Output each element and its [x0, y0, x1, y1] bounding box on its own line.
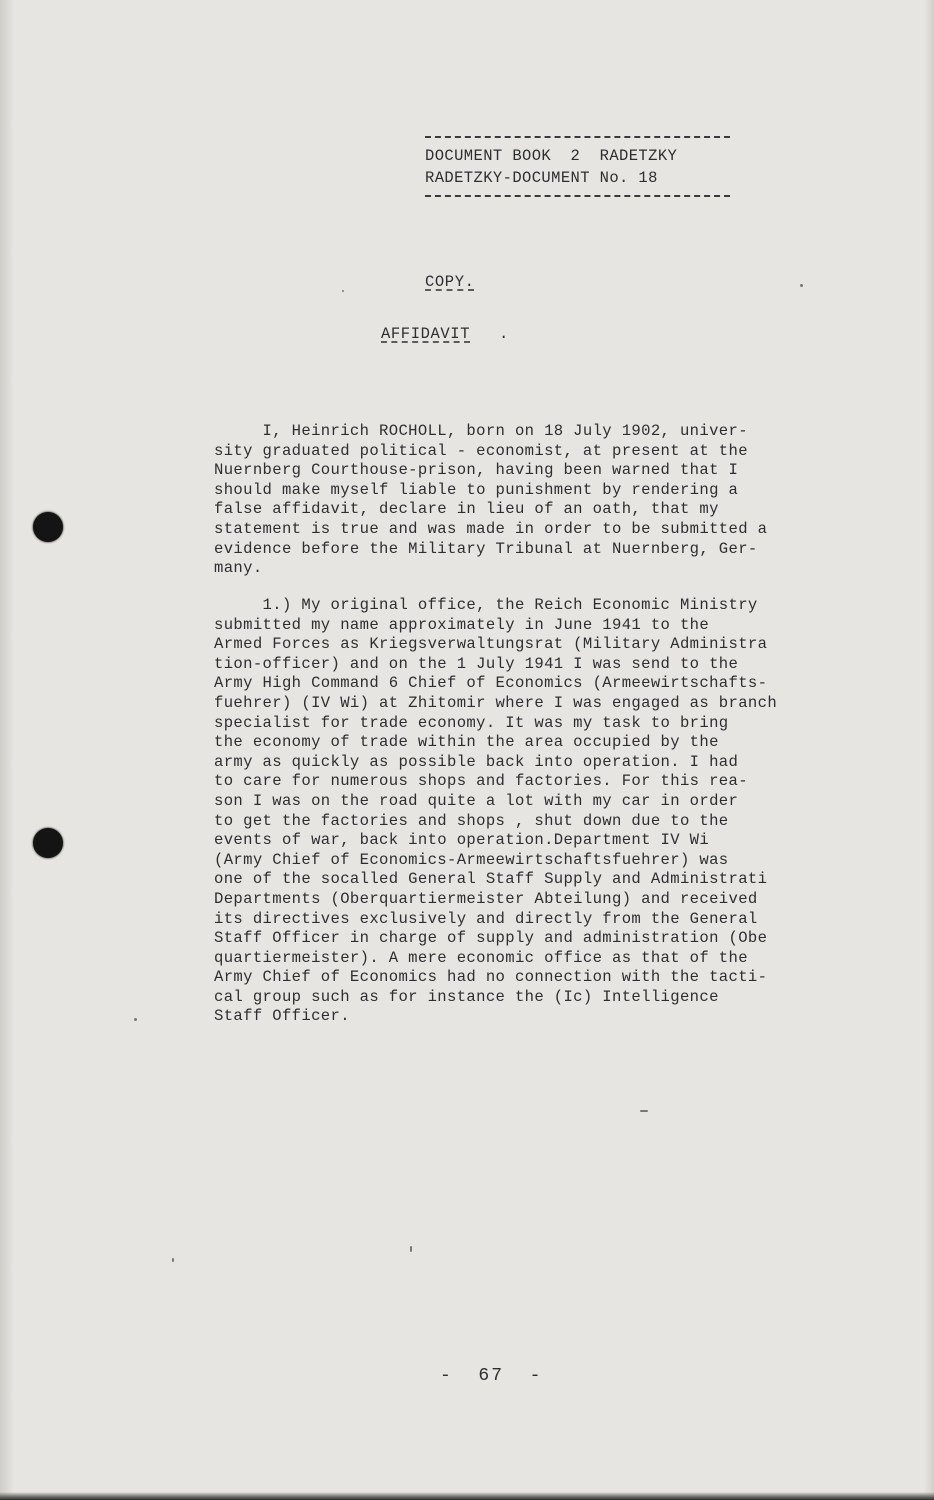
- intro-paragraph: [214, 422, 914, 579]
- paragraph-line: Armed Forces as Kriegsverwaltungsrat (Military Administra: [214, 635, 768, 654]
- punch-hole-upper: [33, 512, 63, 542]
- paragraph-line: one of the socalled General Staff Supply and Administrati: [214, 870, 768, 889]
- paragraph-line: submitted my name approximately in June 1941 to the: [214, 615, 710, 634]
- paragraph-line: sity graduated political - economist, at present at the: [214, 441, 748, 460]
- paper-speck: [134, 1018, 137, 1021]
- paragraph-line: the economy of trade within the area occupied by the: [214, 733, 719, 752]
- paragraph-line: I, Heinrich ROCHOLL, born on 18 July 1902, univer-: [214, 422, 748, 440]
- paragraph-line: to care for numerous shops and factories. For this rea-: [214, 772, 748, 791]
- paragraph-line: son I was on the road quite a lot with my car in order: [214, 791, 739, 810]
- paragraph-line: Army High Command 6 Chief of Economics (Armeewirtschafts-: [214, 674, 768, 693]
- copy-heading: COPY.: [425, 273, 475, 291]
- paragraph-line: events of war, back into operation.Department IV Wi: [214, 831, 710, 850]
- document-number-label: RADETZKY-DOCUMENT No. 18: [425, 169, 658, 187]
- paper-speck: [800, 284, 803, 287]
- document-book-label: DOCUMENT BOOK 2 RADETZKY: [425, 147, 678, 165]
- paper-speck: [640, 1110, 648, 1112]
- paragraph-line: tion-officer) and on the 1 July 1941 I was send to the: [214, 654, 739, 673]
- paragraph-line: fuehrer) (IV Wi) at Zhitomir where I was engaged as branch: [214, 693, 778, 712]
- paragraph-line: its directives exclusively and directly from the General: [214, 909, 758, 928]
- paragraph-line: Army Chief of Economics had no connection with the tacti-: [214, 968, 768, 987]
- right-edge-shadow: [924, 0, 934, 1500]
- left-edge-shadow: [0, 0, 14, 1500]
- paragraph-line: specialist for trade economy. It was my task to bring: [214, 713, 729, 732]
- paper-speck: [172, 1258, 174, 1262]
- paragraph-line: cal group such as for instance the (Ic) Intelligence: [214, 987, 719, 1006]
- bottom-edge-shadow: [0, 1492, 934, 1500]
- page-number: - 67 -: [440, 1366, 543, 1386]
- paragraph-line: many.: [214, 559, 263, 578]
- paragraph-line: Staff Officer.: [214, 1007, 350, 1026]
- paragraph-line: 1.) My original office, the Reich Economic Ministry: [214, 596, 758, 614]
- affidavit-heading-dot: .: [499, 325, 509, 343]
- paper-speck: [410, 1246, 412, 1252]
- paragraph-line: to get the factories and shops , shut down due to the: [214, 811, 729, 830]
- statement-paragraph-1: [214, 596, 914, 1027]
- paper-speck: [342, 290, 344, 292]
- paragraph-line: statement is true and was made in order to be submitted a: [214, 519, 768, 538]
- paragraph-line: quartiermeister). A mere economic office as that of the: [214, 948, 748, 967]
- affidavit-heading: AFFIDAVIT: [381, 325, 471, 343]
- paragraph-line: (Army Chief of Economics-Armeewirtschaftsfuehrer) was: [214, 850, 729, 869]
- paragraph-line: Nuernberg Courthouse-prison, having been warned that I: [214, 461, 739, 480]
- paragraph-line: army as quickly as possible back into operation. I had: [214, 752, 739, 771]
- paragraph-line: Departments (Oberquartiermeister Abteilung) and received: [214, 889, 758, 908]
- paragraph-line: evidence before the Military Tribunal at Nuernberg, Ger-: [214, 539, 758, 558]
- punch-hole-lower: [33, 828, 63, 858]
- paragraph-line: should make myself liable to punishment by rendering a: [214, 480, 739, 499]
- header-bottom-rule: [425, 195, 730, 197]
- paragraph-line: false affidavit, declare in lieu of an oath, that my: [214, 500, 719, 519]
- paragraph-line: Staff Officer in charge of supply and administration (Obe: [214, 929, 768, 948]
- header-top-rule: [425, 136, 730, 138]
